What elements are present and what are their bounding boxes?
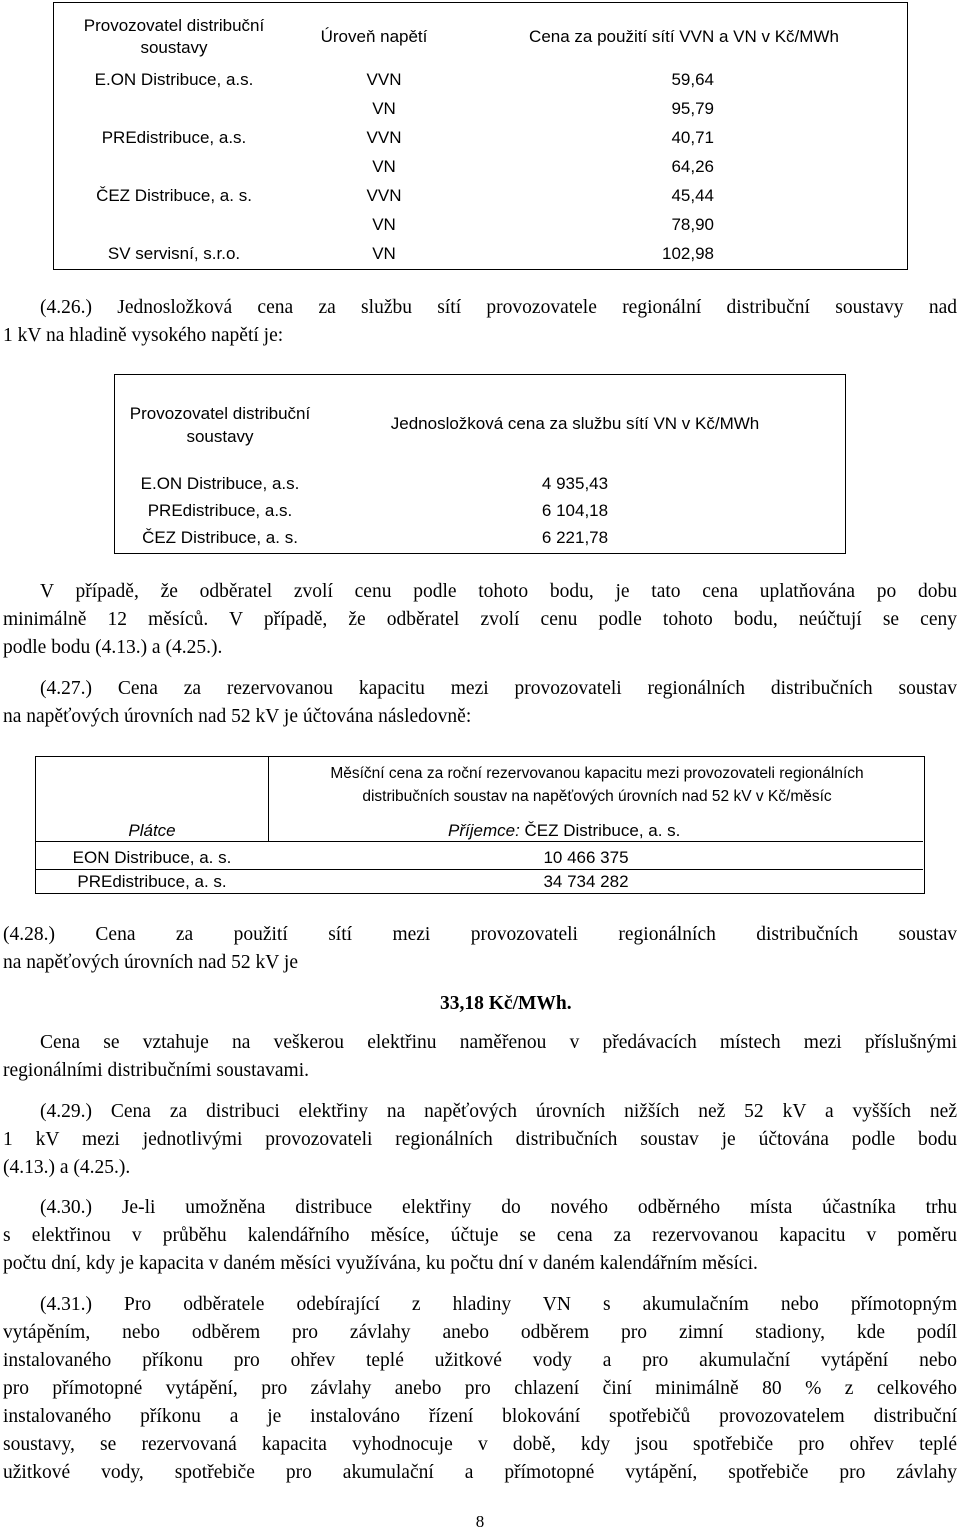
paragraph-4-26-note — [3, 578, 957, 662]
table3-recipient-label: Příjemce: — [448, 821, 520, 840]
paragraph-line: pro přímotopné vytápění, pro závlahy anebo pro chlazení činí minimálně 80 % z celkového — [3, 1378, 957, 1399]
table1-price: 45,44 — [671, 186, 714, 205]
paragraph-line: (4.13.) a (4.25.). — [3, 1157, 131, 1178]
paragraph-4-30 — [3, 1194, 957, 1278]
table3-payer: PREdistribuce, a. s. — [77, 872, 227, 891]
paragraph-line: minimálně 12 měsíců. V případě, že odběratel zvolí cenu podle tohoto bodu, neúčtují se ceny — [3, 609, 957, 630]
table1-level: VN — [372, 157, 396, 176]
table1-level: VVN — [366, 128, 402, 147]
table1-price: 95,79 — [671, 99, 714, 118]
paragraph-line: instalovaného příkonu pro ohřev teplé užitkové vody a pro akumulační vytápění nebo — [3, 1350, 957, 1371]
table1-level: VVN — [366, 186, 402, 205]
table2-header-operator: Provozovatel distribuční soustavy — [129, 404, 311, 446]
table1-price: 40,71 — [671, 128, 714, 147]
paragraph-line: na napěťových úrovních nad 52 kV je účtována následovně: — [3, 706, 472, 727]
paragraph-4-26 — [3, 294, 957, 350]
paragraph-4-28-note — [3, 1029, 957, 1085]
table3-recipient — [448, 821, 680, 841]
paragraph-4-27 — [3, 675, 957, 731]
table2-operator: PREdistribuce, a.s. — [147, 501, 293, 520]
table-reserved-capacity — [35, 756, 925, 894]
table2-price: 6 104,18 — [541, 501, 609, 520]
paragraph-line: instalovaného příkonu a je instalováno řízení blokování spotřebičů provozovatelem distribuční — [3, 1406, 957, 1427]
table3-column-divider — [268, 757, 269, 841]
table2-operator: ČEZ Distribuce, a. s. — [142, 528, 298, 547]
paragraph-line: Cena se vztahuje na veškerou elektřinu naměřenou v předávacích místech mezi příslušnými — [40, 1032, 957, 1053]
table1-header-level: Úroveň napětí — [320, 27, 428, 46]
table1-price: 64,26 — [671, 157, 714, 176]
paragraph-line: (4.30.) Je-li umožněna distribuce elektřiny do nového odběrného místa účastníka trhu — [40, 1197, 957, 1218]
table3-amount: 10 466 375 — [543, 848, 629, 867]
table3-amount: 34 734 282 — [543, 872, 629, 891]
table3-recipient-name: ČEZ Distribuce, a. s. — [519, 821, 681, 840]
table2-operator: E.ON Distribuce, a.s. — [140, 474, 300, 493]
table3-payer-label: Plátce — [128, 821, 176, 840]
paragraph-line: (4.27.) Cena za rezervovanou kapacitu mezi provozovateli regionálních distribučních soustav — [40, 678, 957, 699]
table1-operator: PREdistribuce, a.s. — [101, 128, 247, 147]
table1-level: VN — [372, 215, 396, 234]
paragraph-line: počtu dní, kdy je kapacita v daném měsíci využívána, ku počtu dní v daném kalendářním měsíci. — [3, 1253, 758, 1274]
table1-operator: SV servisní, s.r.o. — [107, 244, 241, 263]
paragraph-line: (4.29.) Cena za distribuci elektřiny na napěťových úrovních nižších než 52 kV a vyšších než — [40, 1101, 957, 1122]
paragraph-line: užitkové vody, spotřebiče pro akumulační a přímotopné vytápění, spotřebiče pro závlahy — [3, 1462, 957, 1483]
table1-header-price: Cena za použití sítí VVN a VN v Kč/MWh — [529, 27, 839, 46]
price-highlight: 33,18 Kč/MWh. — [440, 993, 572, 1014]
table3-row-divider — [36, 841, 923, 842]
table1-header-operator: Provozovatel distribuční soustavy — [83, 16, 265, 57]
table-voltage-prices — [53, 2, 908, 270]
table1-price: 59,64 — [671, 70, 714, 89]
table1-level: VN — [372, 99, 396, 118]
paragraph-4-31 — [3, 1291, 957, 1487]
table2-price: 6 221,78 — [541, 528, 609, 547]
paragraph-line: (4.26.) Jednosložková cena za službu sítí provozovatele regionální distribuční soustavy nad — [40, 297, 957, 318]
table1-price: 102,98 — [662, 244, 714, 263]
table1-level: VVN — [366, 70, 402, 89]
paragraph-line: na napěťových úrovních nad 52 kV je — [3, 952, 298, 973]
table3-header-line2: distribučních soustav na napěťových úrovních nad 52 kV v Kč/měsíc — [362, 788, 832, 805]
paragraph-line: vytápěním, nebo odběrem pro závlahy anebo odběrem pro zimní stadiony, kde podíl — [3, 1322, 957, 1343]
table2-price: 4 935,43 — [541, 474, 609, 493]
table1-operator: E.ON Distribuce, a.s. — [94, 70, 254, 89]
paragraph-line: 1 kV mezi jednotlivými provozovateli regionálních distribučních soustav je účtována podle bodu — [3, 1129, 957, 1150]
paragraph-line: V případě, že odběratel zvolí cenu podle tohoto bodu, je tato cena uplatňována po dobu — [40, 581, 957, 602]
paragraph-line: podle bodu (4.13.) a (4.25.). — [3, 637, 223, 658]
paragraph-4-29 — [3, 1098, 957, 1182]
table3-header-line1: Měsíční cena za roční rezervovanou kapacitu mezi provozovateli regionálních — [330, 765, 864, 782]
table1-price: 78,90 — [671, 215, 714, 234]
page-number: 8 — [475, 1512, 485, 1531]
paragraph-line: soustavy, se rezervovaná kapacita vyhodnocuje v době, kdy jsou spotřebiče pro ohřev teplé — [3, 1434, 957, 1455]
table3-payer: EON Distribuce, a. s. — [72, 848, 232, 867]
table1-level: VN — [372, 244, 396, 263]
paragraph-line: 1 kV na hladině vysokého napětí je: — [3, 325, 284, 346]
table3-row-divider-2 — [36, 869, 923, 870]
table2-header-price: Jednosložková cena za službu sítí VN v Kč/MWh — [390, 414, 760, 433]
paragraph-line: (4.28.) Cena za použití sítí mezi provozovateli regionálních distribučních soustav — [3, 924, 957, 945]
table-single-component-prices — [114, 374, 846, 554]
paragraph-line: s elektřinou v průběhu kalendářního měsíce, účtuje se cena za rezervovanou kapacitu v poměru — [3, 1225, 957, 1246]
table1-operator: ČEZ Distribuce, a. s. — [96, 186, 252, 205]
paragraph-line: regionálními distribučními soustavami. — [3, 1060, 310, 1081]
paragraph-line: (4.31.) Pro odběratele odebírající z hladiny VN s akumulačním nebo přímotopným — [40, 1294, 957, 1315]
paragraph-4-28 — [3, 921, 957, 977]
